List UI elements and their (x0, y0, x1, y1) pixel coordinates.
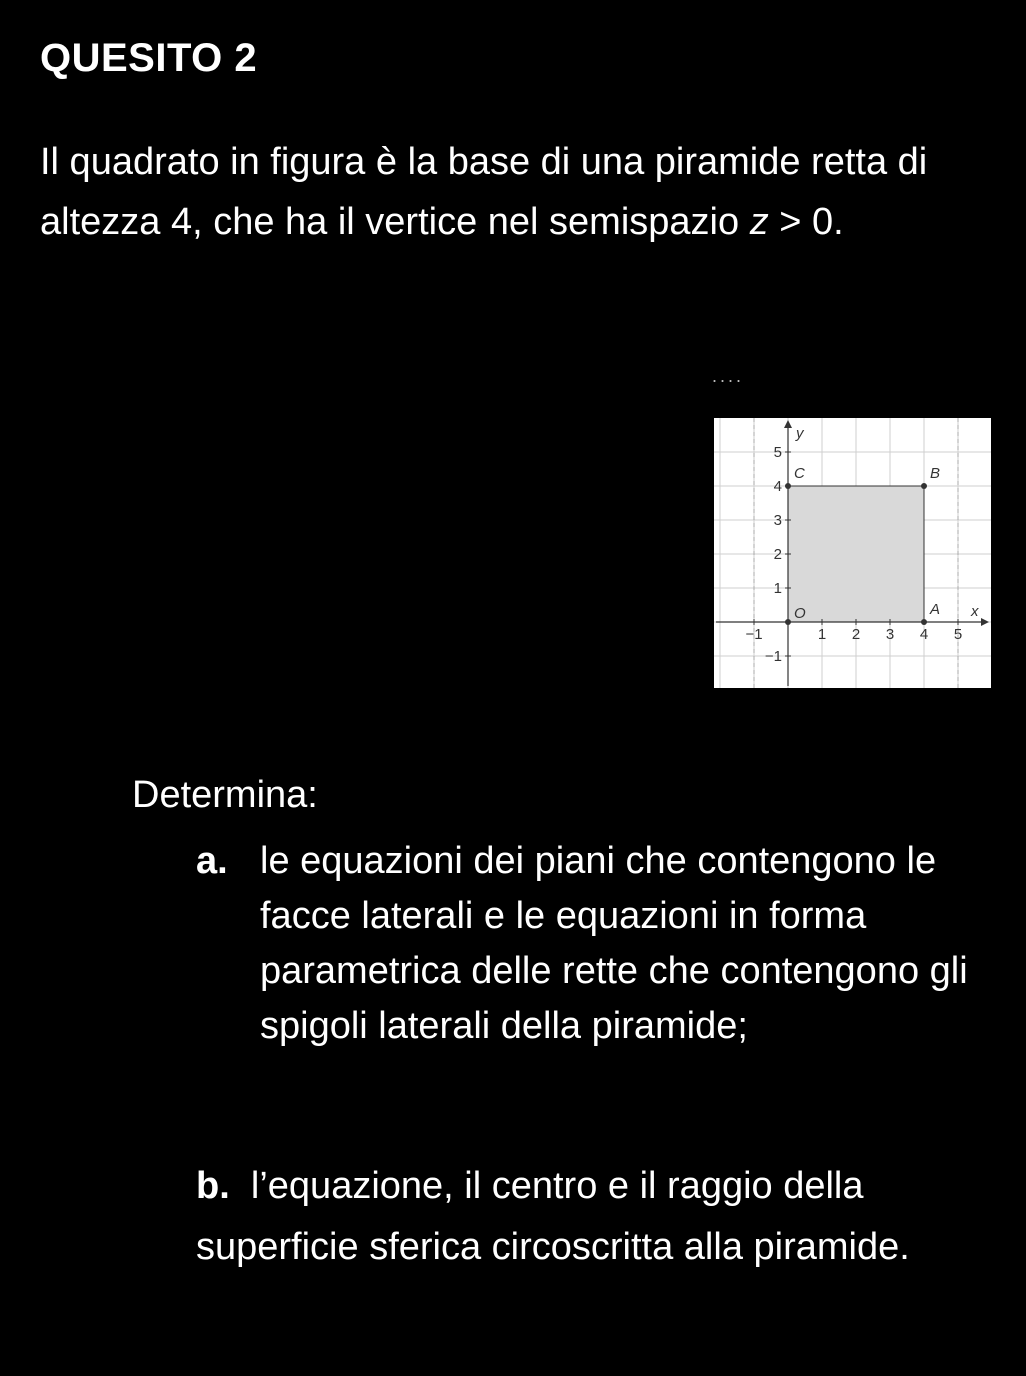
item-a-text: le equazioni dei piani che contengono le facce laterali e le equazioni in forma parametrica delle rette che contengono gli spigoli laterali della piramide; (260, 840, 968, 1047)
y-axis-arrow (784, 420, 792, 428)
determina-label: Determina: (132, 774, 318, 816)
point-a (921, 619, 927, 625)
point-label-a: A (930, 601, 941, 618)
intro-paragraph (40, 132, 1000, 252)
point-label-c: C (794, 465, 805, 482)
x-axis-label: x (971, 603, 979, 620)
y-tick-label: 3 (773, 512, 782, 529)
square-base (788, 486, 924, 622)
item-b-marker: b. (196, 1165, 230, 1207)
intro-text: Il quadrato in figura è la base di una piramide retta di altezza 4, che ha il vertice nel semispazio (40, 141, 928, 243)
point-c (785, 483, 791, 489)
y-axis-label: y (796, 425, 804, 442)
question-title: QUESITO 2 (40, 36, 258, 80)
x-tick-label: 5 (953, 626, 963, 643)
y-tick-label: 1 (773, 580, 782, 597)
item-b (196, 1156, 996, 1278)
item-a-marker: a. (196, 840, 228, 882)
coordinate-plane (714, 418, 991, 688)
y-tick-label: 4 (773, 478, 782, 495)
intro-math-variable: z (749, 201, 769, 243)
point-b (921, 483, 927, 489)
y-tick-label: 5 (773, 444, 782, 461)
x-tick-label: 1 (817, 626, 827, 643)
y-tick-label: 2 (773, 546, 782, 563)
item-b-text: l’equazione, il centro e il raggio della superficie sferica circoscritta alla piramide. (196, 1165, 910, 1268)
x-tick-label: −1 (745, 626, 763, 643)
x-axis-arrow (981, 618, 989, 626)
y-tick-label: −1 (764, 648, 782, 665)
point-label-b: B (930, 465, 941, 482)
x-tick-label: 3 (885, 626, 895, 643)
item-a (196, 834, 1006, 1054)
point-o (785, 619, 791, 625)
x-tick-label: 2 (851, 626, 861, 643)
point-label-o: O (794, 605, 806, 622)
x-tick-label: 4 (919, 626, 929, 643)
coordinate-figure (714, 418, 991, 688)
intro-text-end: > 0. (768, 201, 844, 243)
figure-dots: .... (712, 366, 745, 386)
